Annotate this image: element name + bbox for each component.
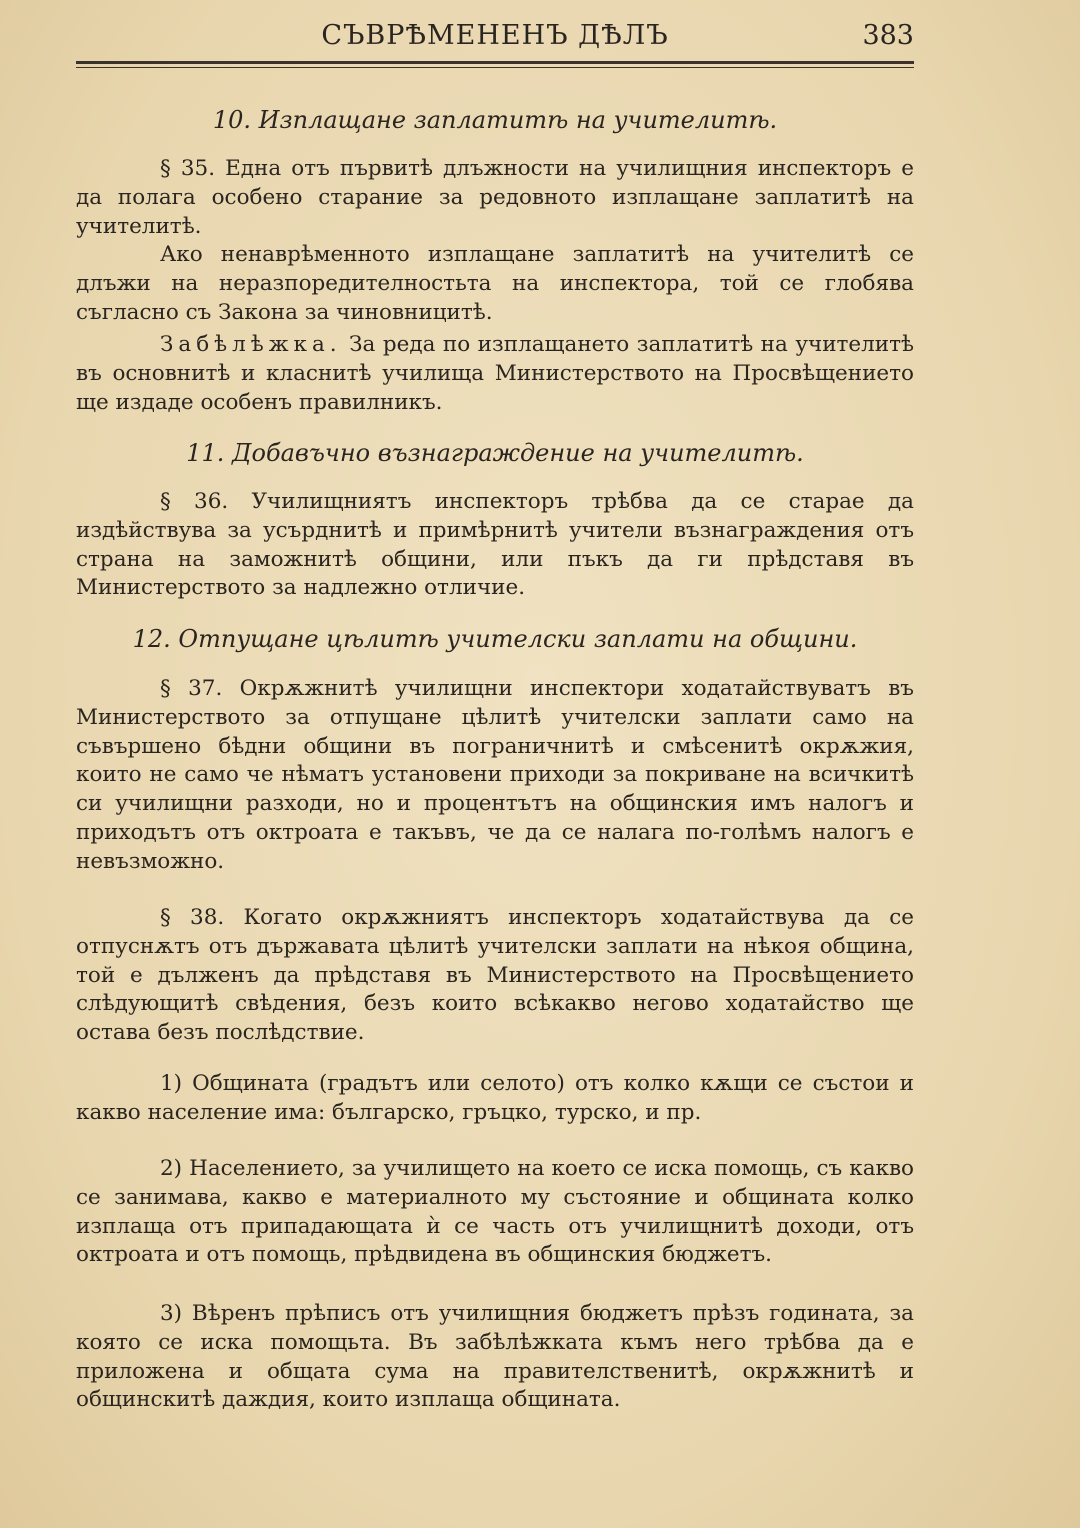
section-heading-10: 10. Изплащане заплатитѣ на учителитѣ. (212, 106, 778, 134)
running-header (76, 18, 914, 54)
list-item-3: 3) Вѣренъ прѣписъ отъ училищния бюджетъ прѣзъ годината, за която се иска помощьта. Въ забѣлѣжката къмъ него трѣбва да е приложена и общата сума на правителственитѣ, окрѫжнитѣ и общинскитѣ даждия, които изплаща общината. (76, 1301, 914, 1413)
page-number: 383 (862, 20, 914, 51)
section-heading-11: 11. Добавъчно възнагражденuе на учителитѣ. (186, 439, 804, 467)
paragraph-35-continued: Ако ненаврѣменното изплащане заплатитѣ на учителитѣ се длъжи на неразпоредителностьта на инспектора, той се глобява съгласно съ Закона за чиновницитѣ. (76, 242, 914, 325)
list-item-1: 1) Общината (градътъ или селото) отъ колко кѫщи се състои и какво население има: българско, гръцко, турско, и пр. (76, 1071, 914, 1125)
section-heading-12: 12. Отпущане цѣлитѣ учителски заплати на общини. (132, 625, 858, 653)
book-page (76, 0, 914, 1528)
paragraph-35: § 35. Една отъ първитѣ длъжности на училищния инспекторъ е да полага особено старание за редовното изплащане заплатитѣ на учителитѣ. (76, 156, 914, 239)
note-text: За реда по изплащането заплатитѣ на учителитѣ въ основнитѣ и класнитѣ училища Министерството на Просвѣщението ще издаде особенъ правилникъ. (76, 332, 914, 415)
running-title: СЪВРѢМЕНЕНЪ ДѢЛЪ (321, 20, 669, 51)
paragraph-36: § 36. Училищниятъ инспекторъ трѣбва да се старае да издѣйствува за усърднитѣ и примѣрнитѣ учители възнаграждения отъ страна на заможнитѣ общини, или пъкъ да ги прѣдставя въ Министерството за надлежно отличие. (76, 489, 914, 601)
paragraph-38: § 38. Когато окрѫжниятъ инспекторъ ходатайствува да се отпуснѫтъ отъ държавата цѣлитѣ учителски заплати на нѣкоя община, той е дълженъ да прѣдставя въ Министерството на Просвѣщението слѣдующитѣ свѣдения, безъ които всѣкакво негово ходатайство ще остава безъ послѣдствие. (76, 905, 914, 1046)
header-rule-thin (76, 67, 914, 68)
header-rule-thick (76, 61, 914, 64)
note-paragraph (76, 331, 914, 417)
list-item-2: 2) Населението, за училището на което се иска помощь, съ какво се занимава, какво е материалното му състояние и общината колко изплаща отъ припадающата ѝ се часть отъ училищнитѣ доходи, отъ октроата и отъ помощь, прѣдвидена въ общинския бюджетъ. (76, 1156, 914, 1268)
paragraph-37: § 37. Окрѫжнитѣ училищни инспектори ходатайствуватъ въ Министерството за отпущане цѣлитѣ учителски заплати само на съвършено бѣдни общини въ пограничнитѣ и смѣсенитѣ окрѫжия, които не само че нѣматъ установени приходи за покриване на всичкитѣ си училищни разходи, но и процентътъ на общинския имъ налогъ и приходътъ отъ октроата е такъвъ, че да се налага по-голѣмъ налогъ е невъзможно. (76, 676, 914, 874)
note-label: Забѣлѣжка. (160, 332, 342, 357)
